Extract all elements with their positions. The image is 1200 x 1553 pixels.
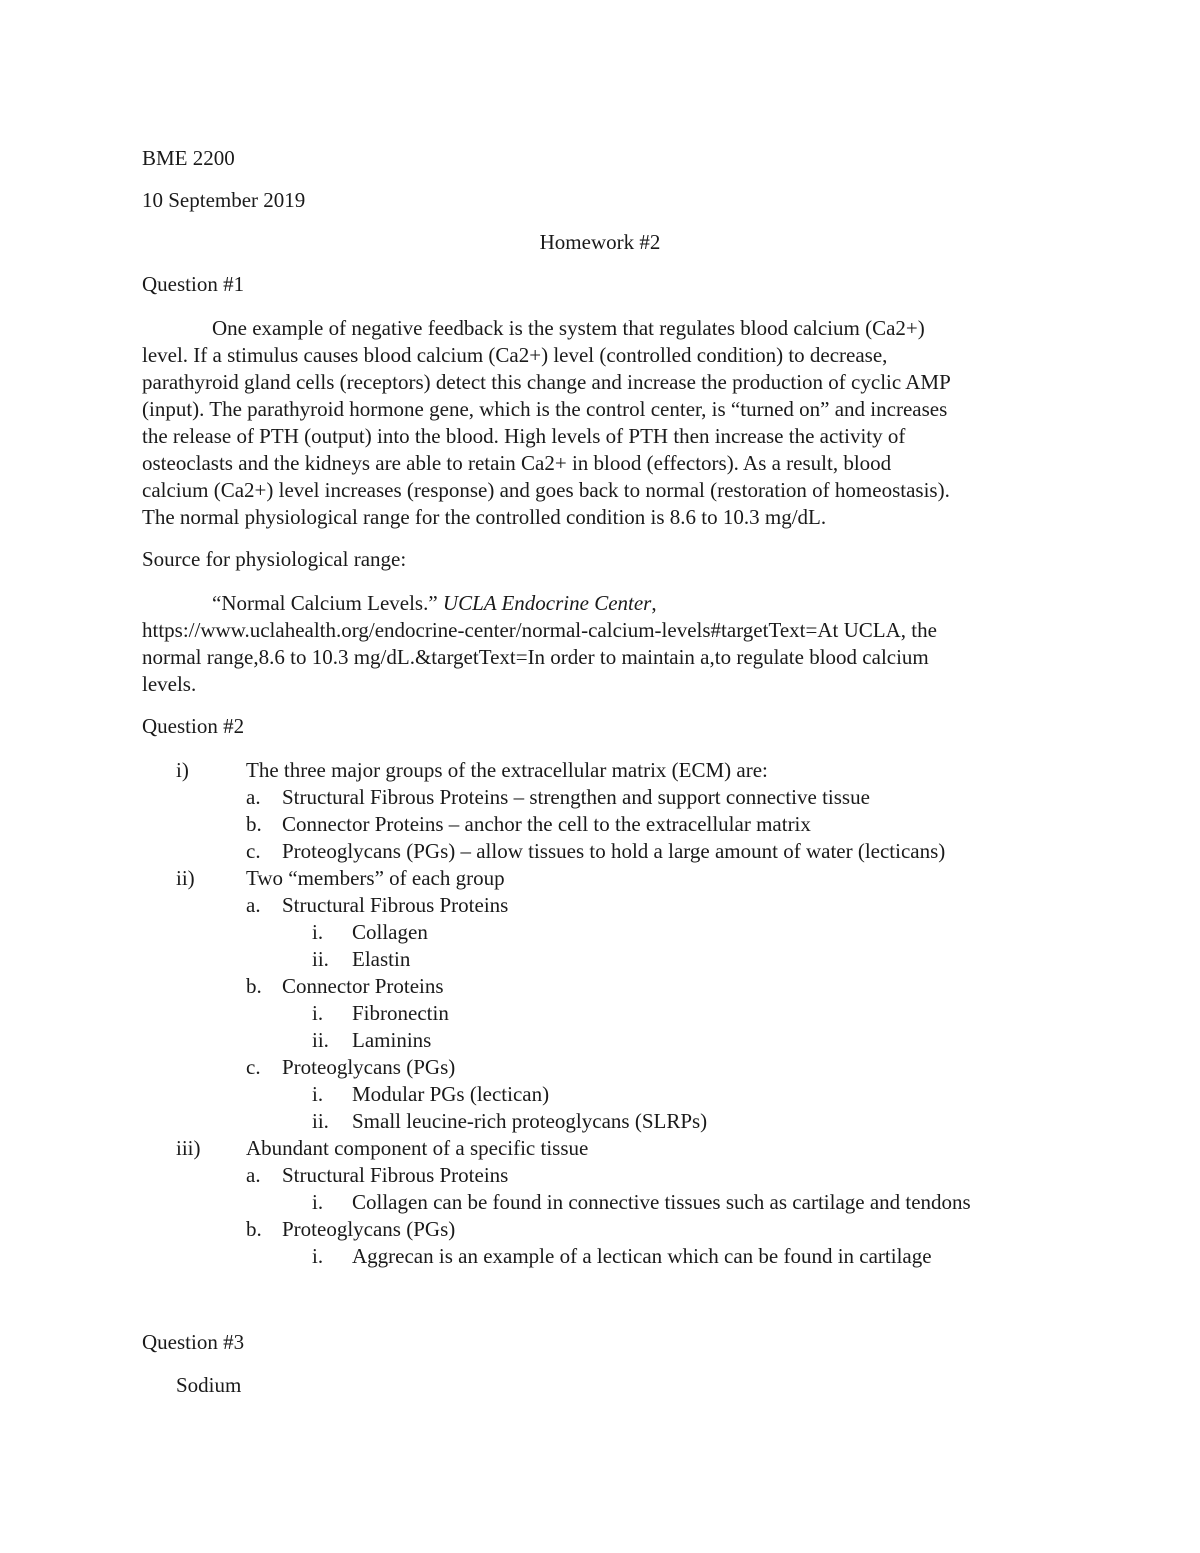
citation-url-line: normal range,8.6 to 10.3 mg/dL.&targetText=In order to maintain a,to regulate blood calcium xyxy=(142,645,929,669)
citation-url-line: levels. xyxy=(142,672,197,696)
citation-comma: , xyxy=(651,591,657,615)
list-marker: i. xyxy=(312,920,324,944)
q1-paragraph-line: One example of negative feedback is the system that regulates blood calcium (Ca2+) xyxy=(212,316,925,340)
citation-site: UCLA Endocrine Center xyxy=(442,591,652,615)
document-date: 10 September 2019 xyxy=(142,188,306,212)
list-item-text: Laminins xyxy=(352,1028,432,1052)
source-label: Source for physiological range: xyxy=(142,547,407,571)
list-marker: b. xyxy=(246,812,262,836)
list-item-text: Two “members” of each group xyxy=(246,866,505,890)
list-item-text: Fibronectin xyxy=(352,1001,449,1025)
list-item-text: Modular PGs (lectican) xyxy=(352,1082,550,1106)
citation-url-line: https://www.uclahealth.org/endocrine-center/normal-calcium-levels#targetText=At UCLA, the xyxy=(142,618,937,642)
list-item-text: Proteoglycans (PGs) xyxy=(282,1055,456,1079)
list-marker: b. xyxy=(246,974,262,998)
list-marker: c. xyxy=(246,1055,261,1079)
citation-title: “Normal Calcium Levels.” xyxy=(212,591,438,615)
list-item-text: Connector Proteins xyxy=(282,974,444,998)
list-marker: a. xyxy=(246,893,261,917)
list-marker: i. xyxy=(312,1082,324,1106)
list-item-text: Structural Fibrous Proteins xyxy=(282,1163,509,1187)
list-item-text: Small leucine-rich proteoglycans (SLRPs) xyxy=(352,1109,708,1133)
list-item-text: Elastin xyxy=(352,947,411,971)
document-title: Homework #2 xyxy=(539,230,661,254)
list-item-text: Structural Fibrous Proteins – strengthen and support connective tissue xyxy=(282,785,870,809)
q1-paragraph-line: the release of PTH (output) into the blood. High levels of PTH then increase the activity of xyxy=(142,424,906,448)
q1-paragraph-line: (input). The parathyroid hormone gene, which is the control center, is “turned on” and increases xyxy=(142,397,948,421)
list-marker: ii) xyxy=(176,866,195,890)
q1-paragraph-line: The normal physiological range for the controlled condition is 8.6 to 10.3 mg/dL. xyxy=(142,505,827,529)
list-marker: a. xyxy=(246,1163,261,1187)
list-marker: ii. xyxy=(312,1028,329,1052)
list-item-text: Proteoglycans (PGs) xyxy=(282,1217,456,1241)
list-item-text: Aggrecan is an example of a lectican which can be found in cartilage xyxy=(352,1244,932,1268)
list-item-text: Proteoglycans (PGs) – allow tissues to hold a large amount of water (lecticans) xyxy=(282,839,946,863)
question-3-heading: Question #3 xyxy=(142,1330,245,1354)
list-item-text: Abundant component of a specific tissue xyxy=(246,1136,589,1160)
list-marker: b. xyxy=(246,1217,262,1241)
list-marker: i. xyxy=(312,1190,324,1214)
citation-first-line xyxy=(212,593,657,614)
q1-paragraph-line: parathyroid gland cells (receptors) detect this change and increase the production of cyclic AMP xyxy=(142,370,951,394)
list-item-text: Collagen can be found in connective tissues such as cartilage and tendons xyxy=(352,1190,971,1214)
q1-paragraph-line: osteoclasts and the kidneys are able to retain Ca2+ in blood (effectors). As a result, blood xyxy=(142,451,892,475)
list-marker: i. xyxy=(312,1001,324,1025)
q3-answer-line: Sodium xyxy=(176,1373,242,1397)
course-code: BME 2200 xyxy=(142,146,235,170)
list-marker: i. xyxy=(312,1244,324,1268)
list-marker: ii. xyxy=(312,947,329,971)
list-marker: c. xyxy=(246,839,261,863)
list-marker: i) xyxy=(176,758,189,782)
list-item-text: Connector Proteins – anchor the cell to the extracellular matrix xyxy=(282,812,811,836)
question-2-heading: Question #2 xyxy=(142,714,245,738)
q1-paragraph-line: level. If a stimulus causes blood calcium (Ca2+) level (controlled condition) to decrease, xyxy=(142,343,888,367)
list-marker: iii) xyxy=(176,1136,201,1160)
list-item-text: Structural Fibrous Proteins xyxy=(282,893,509,917)
question-1-heading: Question #1 xyxy=(142,272,245,296)
list-marker: a. xyxy=(246,785,261,809)
list-item-text: Collagen xyxy=(352,920,428,944)
list-marker: ii. xyxy=(312,1109,329,1133)
list-item-text: The three major groups of the extracellular matrix (ECM) are: xyxy=(246,758,768,782)
q1-paragraph-line: calcium (Ca2+) level increases (response) and goes back to normal (restoration of homeostasis). xyxy=(142,478,950,502)
